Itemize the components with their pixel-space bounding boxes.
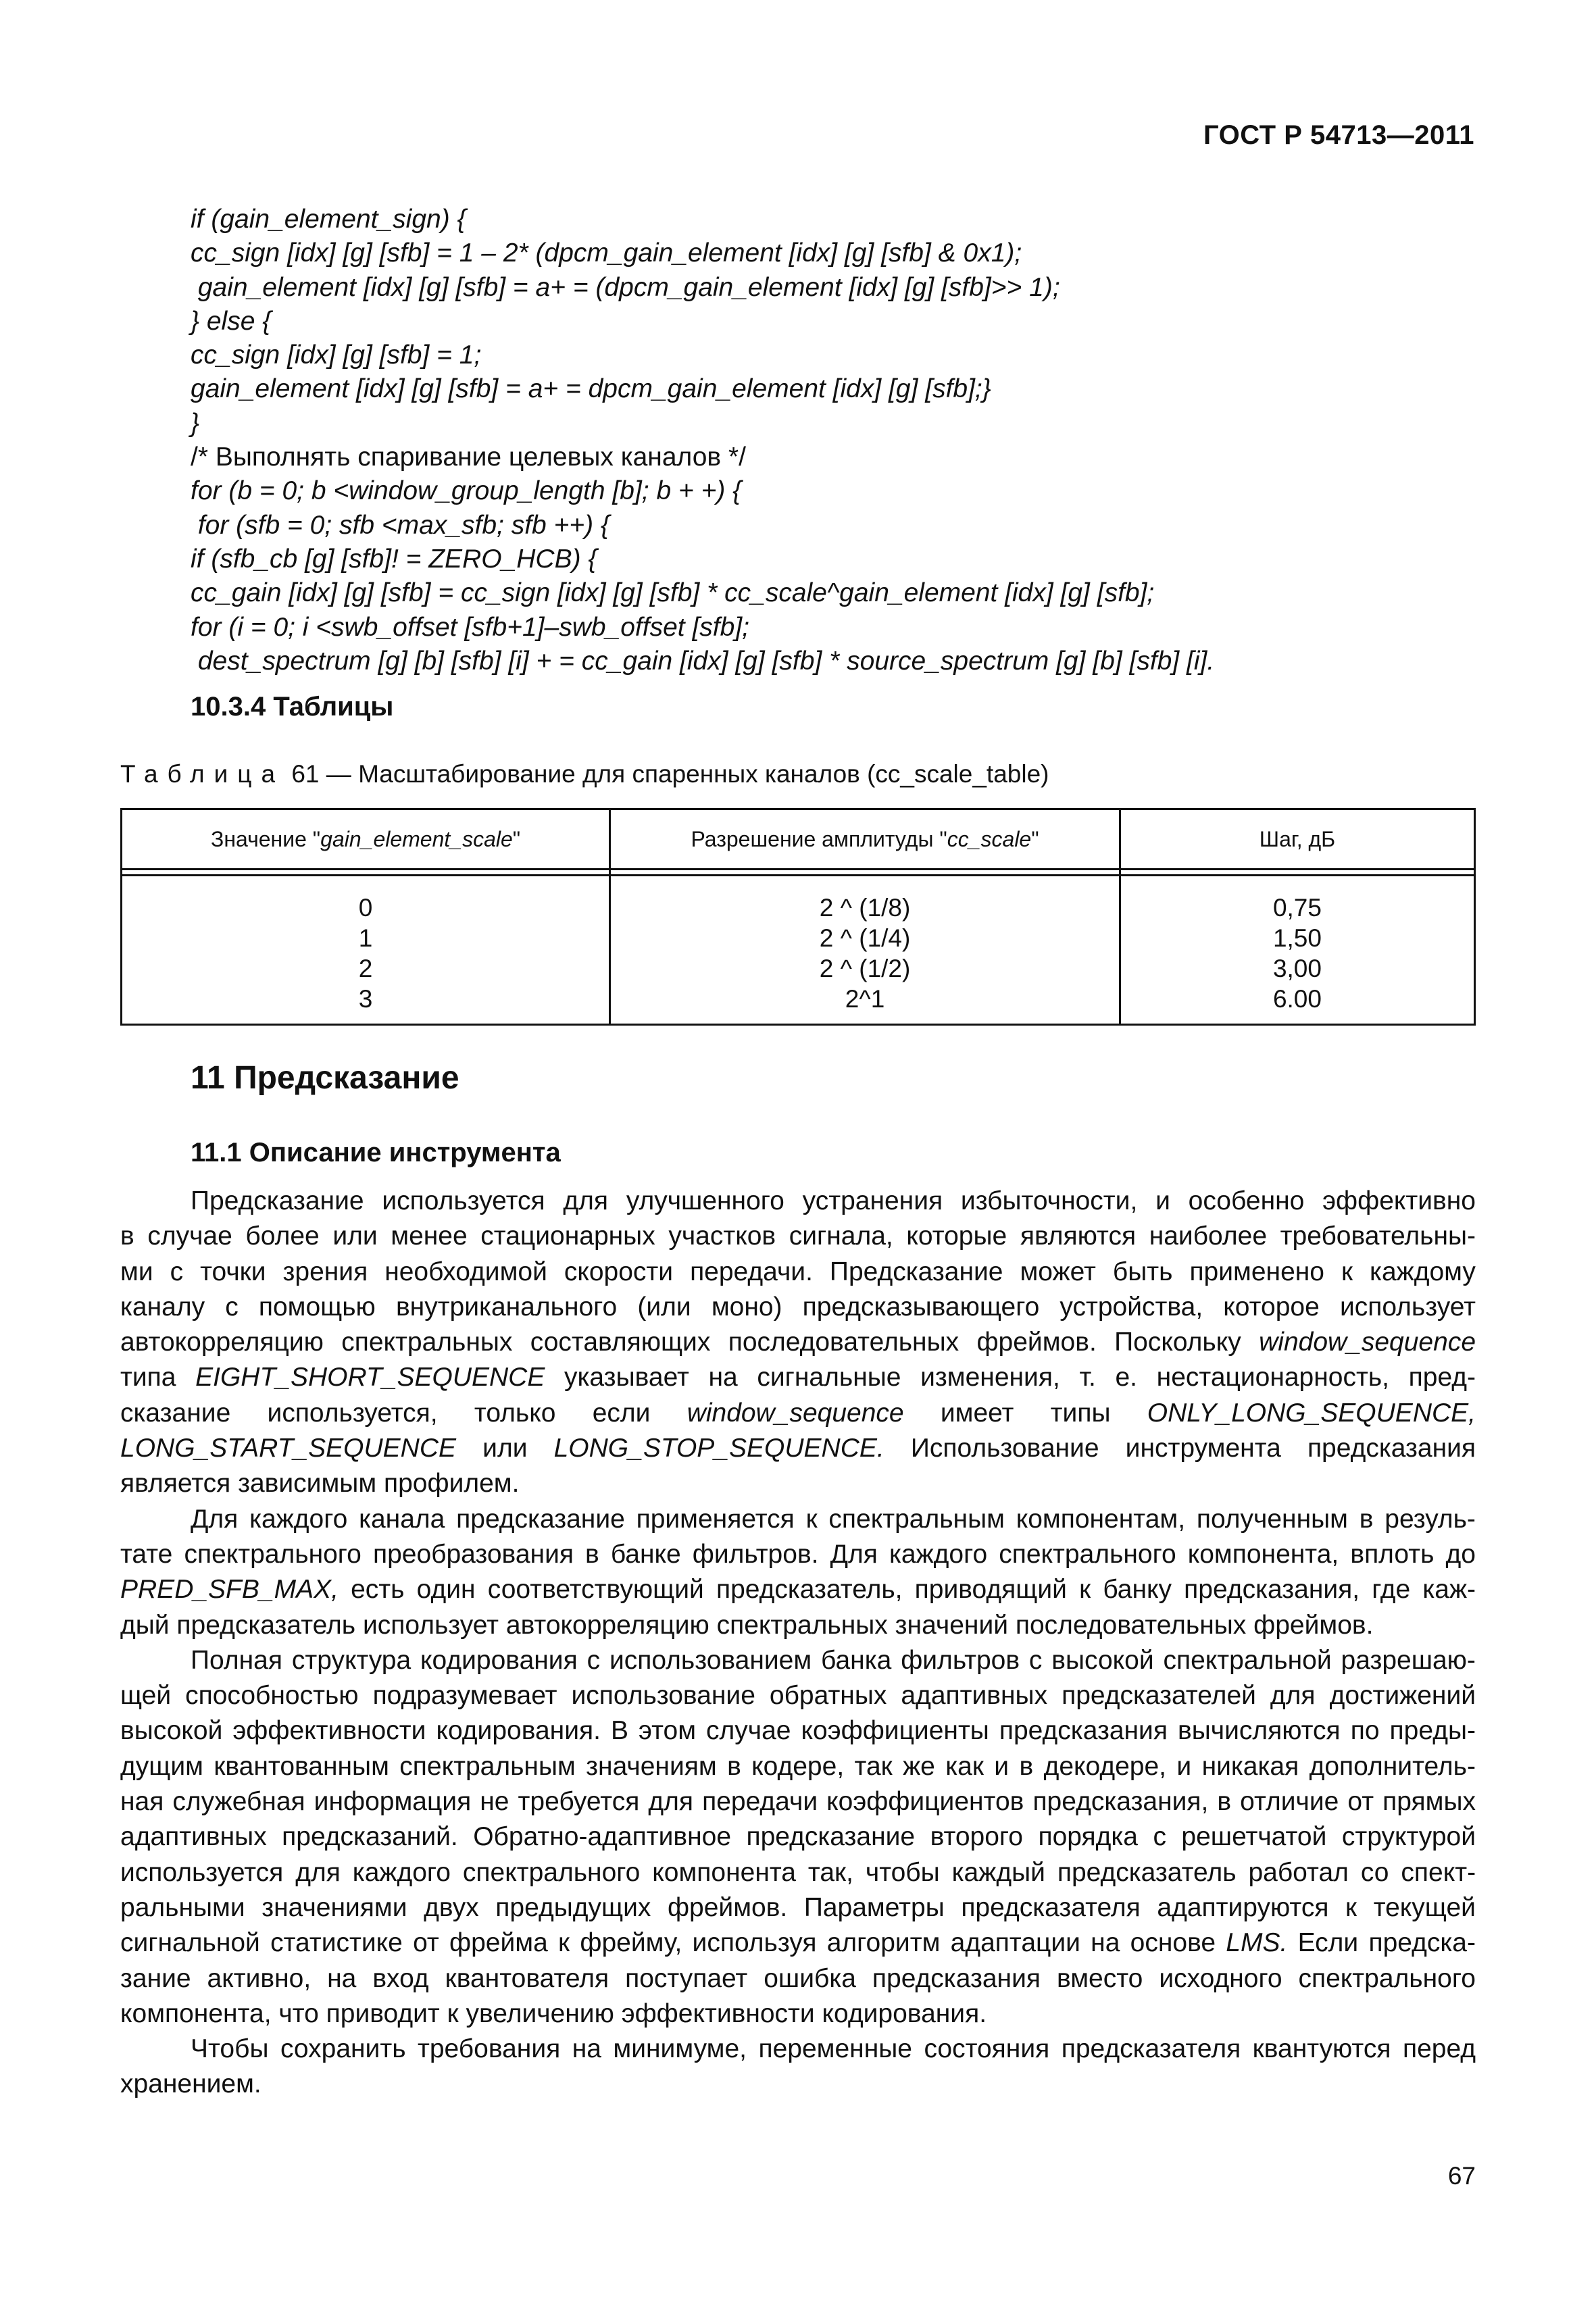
paragraph-line: является зависимым профилем. <box>120 1469 520 1499</box>
paragraph-line: Чтобы сохранить требования на минимуме, переменные состояния предсказателя квантуются перед <box>191 2034 1476 2064</box>
paragraph-line: зание активно, на вход квантователя поступает ошибка предсказания вместо исходного спектрального <box>120 1963 1476 1993</box>
code-line: gain_element [idx] [g] [sfb] = a+ = dpcm_gain_element [idx] [g] [sfb];} <box>191 374 991 404</box>
paragraph-line: дущим квантованным спектральным значениям в кодере, так же как и в декодере, и никакая дополнитель- <box>120 1751 1476 1781</box>
paragraph-line: тате спектрального преобразования в банке фильтров. Для каждого спектрального компонента, вплоть до <box>120 1539 1476 1569</box>
code-line: /* Выполнять спаривание целевых каналов */ <box>191 443 746 472</box>
paragraph-line: Полная структура кодирования с использованием банка фильтров с высокой спектральной разрешаю- <box>191 1645 1476 1675</box>
table-caption-text: 61 — Масштабирование для спаренных каналов (cc_scale_table) <box>291 760 1049 788</box>
paragraph-line: Предсказание используется для улучшенного устранения избыточности, и особенно эффективно <box>191 1186 1476 1215</box>
column-cc-scale <box>610 876 1120 1025</box>
code-line: gain_element [idx] [g] [sfb] = a+ = (dpcm_gain_element [idx] [g] [sfb]>> 1); <box>191 272 1060 302</box>
paragraph-line: компонента, что приводит к увеличению эффективности кодирования. <box>120 1998 987 2028</box>
paragraph-line: автокорреляцию спектральных составляющих последовательных фреймов. Поскольку window_sequence <box>120 1328 1476 1357</box>
document-code: ГОСТ Р 54713—2011 <box>1203 120 1474 150</box>
italic-term: PRED_SFB_MAX, <box>120 1575 339 1605</box>
table-cell: 0,75 <box>1272 894 1322 922</box>
table-cell: 2 ^ (1/8) <box>819 894 911 922</box>
table-cell: 2 ^ (1/4) <box>819 924 911 952</box>
paragraph-line: в случае более или менее стационарных участков сигнала, которые являются наиболее требовательны- <box>120 1222 1476 1251</box>
code-line: for (b = 0; b <window_group_length [b]; b + +) { <box>191 476 742 506</box>
code-line: cc_sign [idx] [g] [sfb] = 1; <box>191 341 482 370</box>
code-line: dest_spectrum [g] [b] [sfb] [i] + = cc_gain [idx] [g] [sfb] * source_spectrum [g] [b] [sfb] [i]. <box>191 646 1215 676</box>
code-line: if (gain_element_sign) { <box>191 205 466 234</box>
paragraph-line: каналу с помощью внутриканального (или моно) предсказывающего устройства, которое использует <box>120 1292 1476 1322</box>
table-cell: 6.00 <box>1272 985 1322 1013</box>
code-listing <box>191 203 1474 678</box>
scale-table <box>120 808 1476 1026</box>
header-gain-element-scale: Значение "gain_element_scale" <box>122 809 610 870</box>
italic-term: window_sequence <box>1259 1328 1476 1357</box>
paragraph-line: адаптивных предсказаний. Обратно-адаптивное предсказание второго порядка с решетчатой структурой <box>120 1822 1476 1852</box>
paragraph-line: PRED_SFB_MAX, есть один соответствующий предсказатель, приводящий к банку предсказания, где каж- <box>120 1575 1476 1605</box>
paragraph-line: высокой эффективности кодирования. В этом случае коэффициенты предсказания вычисляются по преды- <box>120 1716 1476 1746</box>
italic-term: ONLY_LONG_SEQUENCE, <box>1147 1398 1476 1428</box>
code-line: cc_gain [idx] [g] [sfb] = cc_sign [idx] [g] [sfb] * cc_scale^gain_element [idx] [g] [sfb]; <box>191 578 1155 608</box>
code-line: cc_sign [idx] [g] [sfb] = 1 – 2* (dpcm_gain_element [idx] [g] [sfb] & 0x1); <box>191 238 1022 268</box>
table-cell: 1,50 <box>1272 924 1322 952</box>
header-cc-scale: Разрешение амплитуды "cc_scale" <box>610 809 1120 870</box>
header-double-rule <box>122 870 1475 876</box>
page-number: 67 <box>1447 2162 1476 2190</box>
table-cell: 3,00 <box>1272 955 1322 982</box>
paragraph-line: ми с точки зрения необходимой скорости передачи. Предсказание может быть применено к каждому <box>120 1257 1476 1286</box>
column-step-db <box>1120 876 1474 1025</box>
paragraph-line: сказание используется, только если window_sequence имеет типы ONLY_LONG_SEQUENCE, <box>120 1398 1476 1428</box>
table-cell: 1 <box>358 924 373 952</box>
paragraph-line: сигнальной статистике от фрейма к фрейму, используя алгоритм адаптации на основе LMS. Если предска- <box>120 1928 1476 1958</box>
table-caption <box>120 760 1049 788</box>
table-cell: 2^1 <box>845 985 885 1013</box>
table-caption-word: Таблица <box>120 760 285 788</box>
table-body-row <box>122 876 1475 1025</box>
paragraph-line: дый предсказатель использует автокорреляцию спектральных значений последовательных фреймов. <box>120 1610 1374 1640</box>
code-line: for (sfb = 0; sfb <max_sfb; sfb ++) { <box>191 510 609 540</box>
paragraph-line: хранением. <box>120 2069 261 2099</box>
italic-term: LONG_STOP_SEQUENCE. <box>553 1434 884 1463</box>
section-heading-11-1: 11.1 Описание инструмента <box>191 1138 561 1167</box>
table-cell: 0 <box>358 894 373 922</box>
code-line: } else { <box>191 306 272 336</box>
code-line: } <box>191 408 200 438</box>
paragraph-line: щей способностью подразумевает использование обратных адаптивных предсказателей для достижений <box>120 1681 1476 1711</box>
table-cell: 3 <box>358 985 373 1013</box>
paragraph-line: LONG_START_SEQUENCE или LONG_STOP_SEQUENCE. Использование инструмента предсказания <box>120 1434 1476 1463</box>
paragraph-line: Для каждого канала предсказание применяется к спектральным компонентам, полученным в резуль- <box>191 1504 1476 1534</box>
table-header-row <box>122 809 1475 870</box>
table-cell: 2 ^ (1/2) <box>819 955 911 982</box>
section-heading-11: 11 Предсказание <box>191 1060 459 1096</box>
paragraph-line: ральными значениями двух предыдущих фреймов. Параметры предсказателя адаптируются к текущей <box>120 1892 1476 1922</box>
code-line: for (i = 0; i <swb_offset [sfb+1]–swb_offset [sfb]; <box>191 612 749 642</box>
column-gain-element-scale <box>122 876 610 1025</box>
code-line: if (sfb_cb [g] [sfb]! = ZERO_HCB) { <box>191 544 597 574</box>
section-heading-10-3-4: 10.3.4 Таблицы <box>191 692 394 722</box>
paragraph-line: используется для каждого спектрального компонента так, чтобы каждый предсказатель работал со спект- <box>120 1857 1476 1887</box>
italic-term: LMS. <box>1226 1928 1288 1958</box>
body-text <box>120 1184 1476 2103</box>
paragraph-line: ная служебная информация не требуется для передачи коэффициентов предсказания, в отличие от прямых <box>120 1787 1476 1817</box>
italic-term: EIGHT_SHORT_SEQUENCE <box>195 1363 545 1392</box>
paragraph-line: типа EIGHT_SHORT_SEQUENCE указывает на сигнальные изменения, т. е. нестационарность, пред- <box>120 1363 1476 1392</box>
header-step-db: Шаг, дБ <box>1120 809 1474 870</box>
italic-term: LONG_START_SEQUENCE <box>120 1434 457 1463</box>
table-cell: 2 <box>358 955 373 982</box>
italic-term: window_sequence <box>687 1398 904 1428</box>
